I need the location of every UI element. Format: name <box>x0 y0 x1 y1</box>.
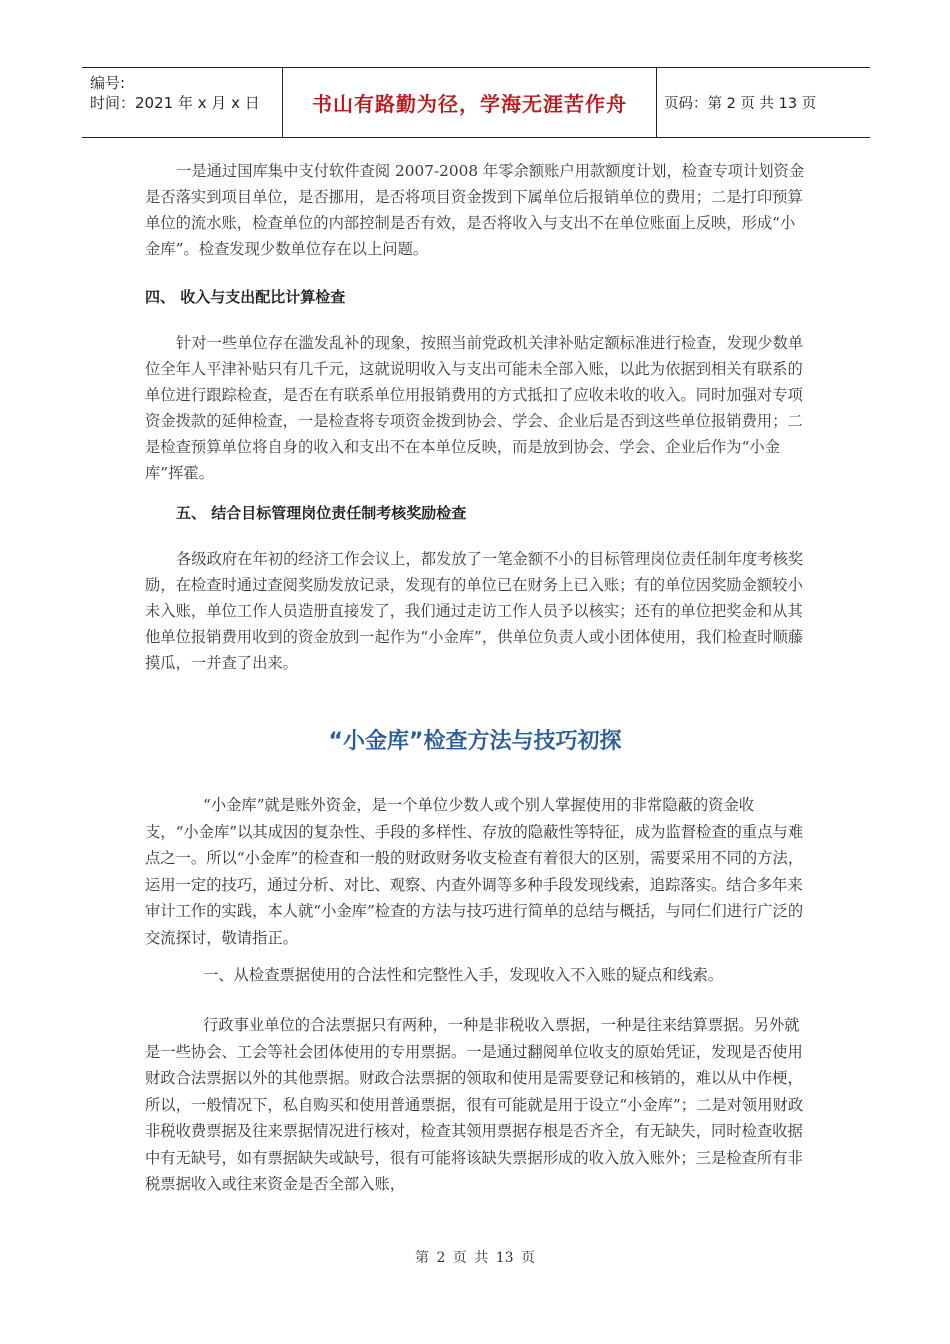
paragraph-4: “小金库”就是账外资金，是一个单位少数人或个别人掌握使用的非常隐蔽的资金收支，“小金库”以其成因的复杂性、手段的多样性、存放的隐蔽性等特征，成为监督检查的重点与难点之一。所以“小金库”的检查和一般的财政财务收支检查有着很大的区别，需要采用不同的方法，运用一定的技巧，通过分析、对比、观察、内查外调等多种手段发现线索，追踪落实。结合多年来审计工作的实践，本人就“小金库”检查的方法与技巧进行简单的总结与概括，与同仁们进行广泛的交流探讨，敬请指正。 <box>145 796 804 947</box>
header-meta-cell <box>82 68 283 137</box>
paragraph-5: 一、从检查票据使用的合法性和完整性入手，发现收入不入账的疑点和线索。 <box>203 966 724 984</box>
paragraph-2: 针对一些单位存在滥发乱补的现象，按照当前党政机关津补贴定额标准进行检查，发现少数单位全年人平津补贴只有几千元，这就说明收入与支出可能未全部入账，以此为依据到相关有联系的单位进行跟踪检查，是否在有联系单位用报销费用的方式抵扣了应收未收的收入。同时加强对专项资金拨款的延伸检查，一是检查将专项资金拨到协会、学会、企业后是否到这些单位报销费用；二是检查预算单位将自身的收入和支出不在本单位反映，而是放到协会、学会、企业后作为“小金库”挥霍。 <box>145 334 804 482</box>
paragraph-3: 各级政府在年初的经济工作会议上，都发放了一笔金额不小的目标管理岗位责任制年度考核奖励，在检查时通过查阅奖励发放记录，发现有的单位已在财务上已入账；有的单位因奖励金额较小未入账，单位工作人员造册直接发了，我们通过走访工作人员予以核实；还有的单位把奖金和从其他单位报销费用收到的资金放到一起作为“小金库”，供单位负责人或小团体使用，我们检查时顺藤摸瓜，一并查了出来。 <box>145 550 804 672</box>
page-footer: 第 2 页 共 13 页 <box>415 1250 535 1266</box>
paragraph-6: 行政事业单位的合法票据只有两种，一种是非税收入票据，一种是往来结算票据。另外就是一些协会、工会等社会团体使用的专用票据。一是通过翻阅单位收支的原始凭证，发现是否使用财政合法票据以外的其他票据。财政合法票据的领取和使用是需要登记和核销的，难以从中作梗，所以，一般情况下，私自购买和使用普通票据，很有可能就是用于设立“小金库”；二是对领用财政非税收费票据及往来票据情况进行核对，检查其领用票据存根是否齐全，有无缺失，同时检查收据中有无缺号，如有票据缺失或缺号，很有可能将该缺失票据形成的收入放入账外；三是检查所有非税票据收入或往来资金是否全部入账， <box>145 1016 804 1193</box>
paragraph-1: 一是通过国库集中支付软件查阅 2007-2008 年零余额账户用款额度计划，检查专项计划资金是否落实到项目单位，是否挪用，是否将项目资金拨到下属单位后报销单位的费用；二是打印预算单位的流水账，检查单位的内部控制是否有效，是否将收入与支出不在单位账面上反映，形成“小金库”。检查发现少数单位存在以上问题。 <box>145 162 805 258</box>
page-header <box>82 67 870 138</box>
section-heading-5: 五、 结合目标管理岗位责任制考核奖励检查 <box>176 504 467 522</box>
header-motto: 书山有路勤为径，学海无涯苦作舟 <box>283 68 657 137</box>
article-title: “小金库”检查方法与技巧初探 <box>328 729 622 754</box>
section-heading-4: 四、 收入与支出配比计算检查 <box>145 288 346 306</box>
number-label: 编号: <box>90 74 126 92</box>
header-page-label: 页码：第 2 页 共 13 页 <box>664 96 817 112</box>
date-label: 时间：2021 年 x 月 x 日 <box>90 94 260 112</box>
